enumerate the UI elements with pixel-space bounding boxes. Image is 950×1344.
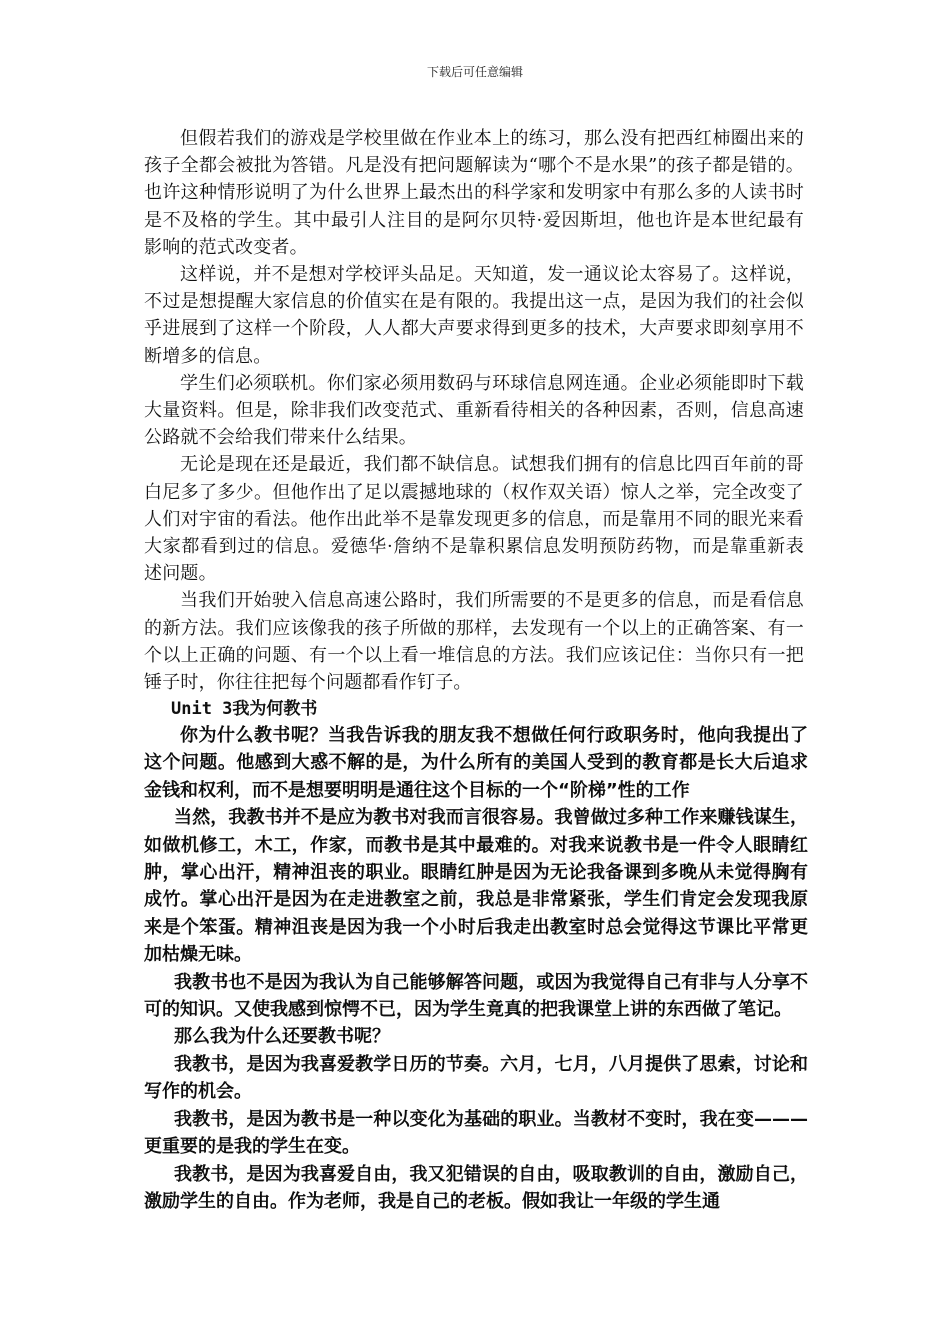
paragraph: 我教书也不是因为我认为自己能够解答问题，或因为我觉得自己有非与人分享不可的知识。又使我感到惊愕不已，因为学生竟真的把我课堂上讲的东西做了笔记。 xyxy=(144,971,808,1021)
paragraph: 当我们开始驶入信息高速公路时，我们所需要的不是更多的信息，而是看信息的新方法。我们应该像我的孩子所做的那样，去发现有一个以上的正确答案、有一个以上正确的问题、有一个以上看一堆信息的方法。我们应该记住：当你只有一把锤子时，你往往把每个问题都看作钉子。 xyxy=(144,590,804,694)
unit-title-text: 我为何教书 xyxy=(232,699,318,719)
paragraph: 那么我为什么还要教书呢？ xyxy=(174,1026,390,1048)
header-note: 下载后可任意编辑 xyxy=(426,65,523,79)
paragraph: 当然，我教书并不是应为教书对我而言很容易。我曾做过多种工作来赚钱谋生，如做机修工，木工，作家，而教书是其中最难的。对我来说教书是一件令人眼睛红肿，掌心出汗，精神沮丧的职业。眼睛红肿是因为无论我备课到多晚从未觉得胸有成竹。掌心出汗是因为在走进教室之前，我总是非常紧张，学生们肯定会发现我原来是个笨蛋。精神沮丧是因为我一个小时后我走出教室时总会觉得这节课比平常更加枯燥无味。 xyxy=(144,807,808,966)
unit-heading xyxy=(171,697,317,721)
paragraph: 我教书，是因为我喜爱自由，我又犯错误的自由，吸取教训的自由，激励自己，激励学生的自由。作为老师，我是自己的老板。假如我让一年级的学生通 xyxy=(144,1163,808,1212)
paragraph: 我教书，是因为我喜爱教学日历的节奏。六月，七月，八月提供了思索，讨论和写作的机会。 xyxy=(144,1053,808,1103)
paragraph: 这样说，并不是想对学校评头品足。天知道，发一通议论太容易了。这样说，不过是想提醒大家信息的价值实在是有限的。我提出这一点，是因为我们的社会似乎进展到了这样一个阶段，人人都大声要求得到更多的技术，大声要求即刻享用不断增多的信息。 xyxy=(144,264,804,367)
paragraph: 你为什么教书呢？当我告诉我的朋友我不想做任何行政职务时，他向我提出了这个问题。他感到大惑不解的是，为什么所有的美国人受到的教育都是长大后追求金钱和权利，而不是想要明明是通往这个目标的一个“阶梯”性的工作 xyxy=(144,725,808,801)
paragraph: 无论是现在还是最近，我们都不缺信息。试想我们拥有的信息比四百年前的哥白尼多了多少。但他作出了足以震撼地球的（权作双关语）惊人之举，完全改变了人们对宇宙的看法。他作出此举不是靠发现更多的信息，而是靠用不同的眼光来看大家都看到过的信息。爱德华·詹纳不是靠积累信息发明预防药物，而是靠重新表述问题。 xyxy=(144,454,804,585)
paragraph: 我教书，是因为教书是一种以变化为基础的职业。当教材不变时，我在变———更重要的是我的学生在变。 xyxy=(144,1108,808,1158)
unit-3-section xyxy=(144,722,808,1215)
paragraph: 学生们必须联机。你们家必须用数码与环球信息网连通。企业必须能即时下载大量资料。但是，除非我们改变范式、重新看待相关的各种因素，否则，信息高速公路就不会给我们带来什么结果。 xyxy=(144,372,804,449)
translation-section xyxy=(144,125,804,696)
unit-label: Unit 3 xyxy=(171,699,233,719)
paragraph: 但假若我们的游戏是学校里做在作业本上的练习，那么没有把西红柿圈出来的孩子全都会被批为答错。凡是没有把问题解读为“哪个不是水果”的孩子都是错的。也许这种情形说明了为什么世界上最杰出的科学家和发明家中有那么多的人读书时是不及格的学生。其中最引人注目的是阿尔贝特·爱因斯坦，他也许是本世纪最有影响的范式改变者。 xyxy=(144,128,804,258)
